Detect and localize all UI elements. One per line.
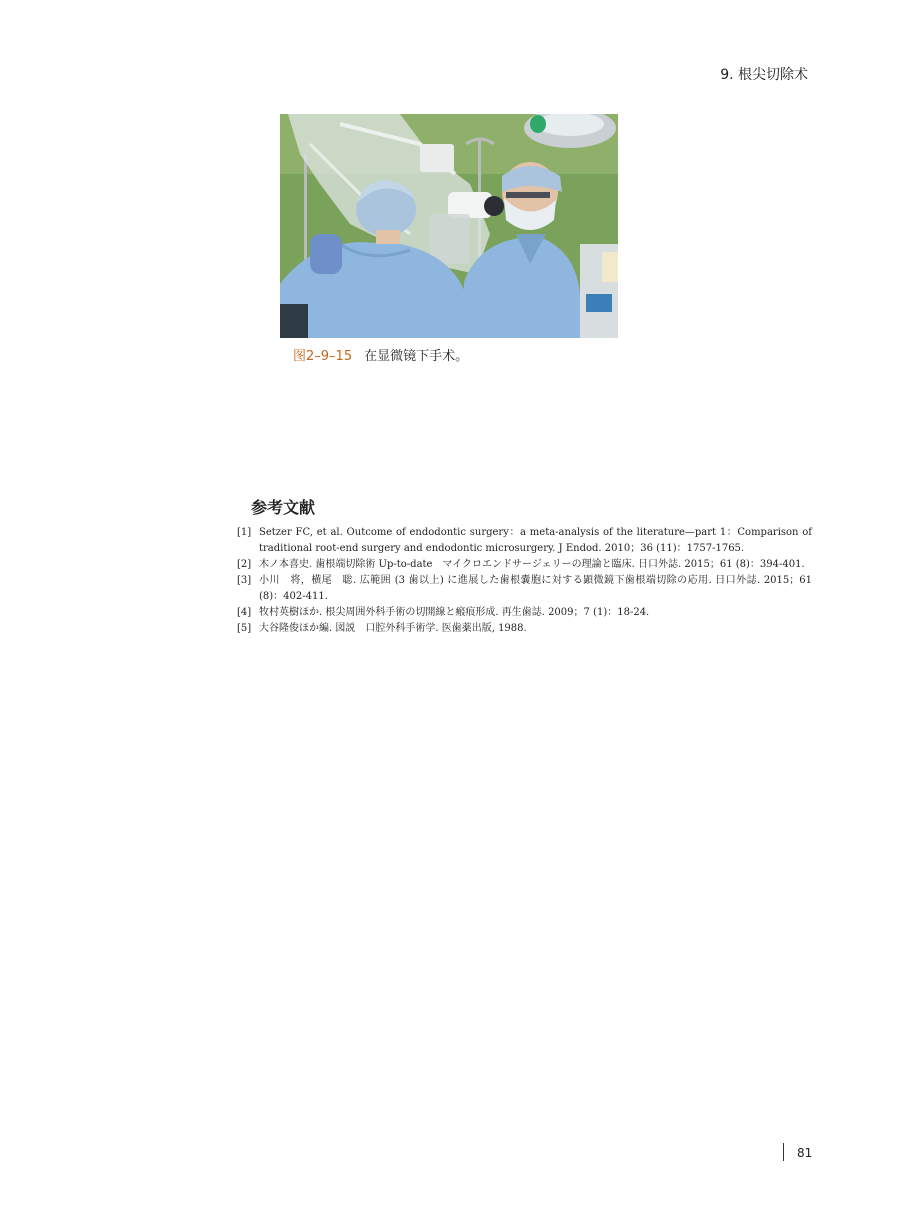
reference-text: 木ノ本喜史. 歯根端切除術 Up-to-date マイクロエンドサージェリーの理論と臨床. 日口外誌. 2015；61 (8)：394-401. <box>259 559 805 570</box>
folio-divider <box>783 1143 784 1161</box>
reference-text: 小川 将，横尾 聡. 広範囲 (3 歯以上) に進展した歯根嚢胞に対する顕微鏡下歯根端切除の応用. 日口外誌. 2015；61 (8)：402-411. <box>259 575 812 602</box>
reference-text: Setzer FC, et al. Outcome of endodontic surgery：a meta-analysis of the literature—part 1：Comparison of traditional root-end surgery and endodontic microsurgery. J Endod. 2010；36 (11)：1757-1765. <box>259 527 812 554</box>
running-head: 9. 根尖切除术 <box>720 67 808 83</box>
reference-item <box>237 573 812 605</box>
reference-item <box>237 557 812 573</box>
reference-item <box>237 621 812 637</box>
reference-number: [4] <box>237 607 252 618</box>
surgery-photo <box>280 114 618 338</box>
reference-text: 大谷隆俊ほか編. 図説 口腔外科手術学. 医歯薬出版, 1988. <box>259 623 527 634</box>
figure-caption-text: 在显微镜下手术。 <box>364 349 469 364</box>
references-list <box>237 525 812 637</box>
reference-item <box>237 605 812 621</box>
page-number: 81 <box>797 1146 813 1160</box>
reference-number: [2] <box>237 559 252 570</box>
figure-caption <box>293 345 468 364</box>
reference-text: 牧村英樹ほか. 根尖周囲外科手術の切開線と瘢痕形成. 再生歯誌. 2009；7 (1)：18-24. <box>259 607 650 618</box>
reference-number: [3] <box>237 575 252 586</box>
reference-number: [5] <box>237 623 252 634</box>
references-heading: 参考文献 <box>251 498 316 517</box>
reference-item <box>237 525 812 557</box>
figure-number: 图2–9–15 <box>293 349 353 364</box>
reference-number: [1] <box>237 527 252 538</box>
